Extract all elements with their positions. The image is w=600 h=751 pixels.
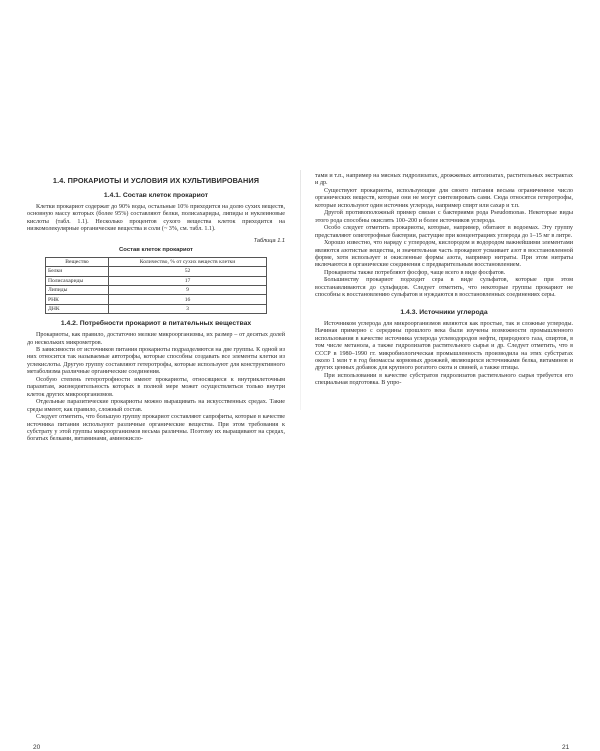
table-row: [46, 295, 267, 304]
paragraph: Источником углерода для микроорганизмов являются как простые, так и сложные углероды. Начиная примерно с середины прошлого века были изучены возможности промышленного использования в качестве источника углерода углеводородов нефти, природного газа, спиртов, в том числе метанола, а также гидролизатов растительного сырья и др. Следует отметить, что в СССР в 1980–1990 гг. микробиологическая промышленность производила на этих субстратах около 1 млн т в год биомассы кормовых дрожжей, являющихся источниками белка, витаминов и других ценных добавок для крупного рогатого скота и свиней, а также птицы.: [315, 320, 573, 372]
table-row: [46, 285, 267, 294]
subsection-title-nutrition: 1.4.2. Потребности прокариот в питательных веществах: [60, 320, 252, 328]
table-row: [46, 276, 267, 285]
table-cell: 16: [109, 295, 267, 304]
subsection-title-composition: 1.4.1. Состав клеток прокариот: [103, 192, 209, 199]
table-title: Состав клеток прокариот: [119, 246, 193, 253]
table-cell: Белки: [46, 267, 109, 276]
table-cell: Липиды: [46, 285, 109, 294]
right-page: [315, 173, 573, 388]
section-title: 1.4. ПРОКАРИОТЫ И УСЛОВИЯ ИХ КУЛЬТИВИРОВАНИЯ: [52, 176, 260, 185]
table-header-row: [46, 257, 267, 266]
table-cell: 3: [109, 304, 267, 313]
paragraph: Хорошо известно, что наряду с углеродом, кислородом и водородом важнейшими элементами являются азотистые вещества, и значительная часть прокариот усваивает азот в восстановленной форме, хотя использует и окисленные формы азота, например нитраты. При этом нитраты включаются в органические соединения с предварительным восстановлением.: [315, 240, 573, 269]
table-cell: 17: [109, 276, 267, 285]
paragraph: Особо следует отметить прокариоты, которые, например, обитают в водоемах. Эту группу представляют олиготрофные бактерии, растущие при концентрациях углерода до 1–15 мг в литре.: [315, 225, 573, 239]
table-row: [46, 267, 267, 276]
paragraph: В зависимости от источников питания прокариоты подразделяются на две группы. К одной из них относится так называемые автотрофы, которые способны создавать все элементы клетки из углекислоты. Другую группу составляют гетеротрофы, которые используют для конструктивного метаболизма различные органические соединения.: [27, 346, 285, 376]
table-cell: Полисахариды: [46, 276, 109, 285]
paragraph: Следует отметить, что большую группу прокариот составляют сапрофиты, которые в качестве источника питания используют различные органические вещества. При этом требования к субстрату у этой группы микроорганизмов весьма различны. Поэтому их выращивают на средах, богатых белками, витаминами, аминокисло-: [27, 414, 285, 443]
subsection-title-carbon: 1.4.3. Источники углерода: [400, 308, 488, 316]
table-cell: 9: [109, 285, 267, 294]
paragraph: Существуют прокариоты, использующие для своего питания весьма ограниченное число органических веществ, которые они не могут синтезировать сами. Сюда относятся гетеротрофы, которые используют один источник углерода, например спирт или сахар и т.п.: [315, 187, 573, 209]
paragraph: Другой противоположный пример связан с бактериями рода Pseudomonas. Некоторые виды этого рода способны окислять 100–200 и более источников углерода.: [315, 210, 573, 224]
table-cell: 52: [109, 267, 267, 276]
composition-table: [45, 257, 267, 314]
table-cell: РНК: [46, 295, 109, 304]
paragraph: При использовании в качестве субстратов гидролизатов растительного сырья требуется его специальная подготовка. В упро-: [315, 372, 573, 387]
paragraph: Отдельные паразитические прокариоты можно выращивать на искусственных средах. Такие среды имеют, как правило, сложный состав.: [27, 399, 285, 413]
page-number-right: 21: [562, 744, 570, 751]
table-number: Таблица 1.1: [253, 237, 285, 244]
table-row: [46, 304, 267, 313]
paragraph: Прокариоты также потребляют фосфор, чаще всего в виде фосфатов.: [324, 269, 506, 276]
table-header-cell: Количество, % от сухих веществ клетки: [109, 257, 267, 266]
table-cell: ДНК: [46, 304, 109, 313]
table-header-cell: Вещество: [46, 257, 109, 266]
left-page: [27, 172, 285, 444]
paragraph: Особую степень гетеротрофности имеют прокариоты, относящиеся к внутриклеточным паразитам, жизнедеятельность которых в полной мере может осуществляться только внутри клеток других микроорганизмов.: [27, 376, 285, 398]
paragraph: Большинству прокариот подходит сера в виде сульфатов, которые при этом восстанавливаются до сульфидов. Следует отметить, что некоторые группы прокариот не способны к восстановлению сульфатов и нуждаются в восстановленных соединениях серы.: [315, 277, 573, 299]
paragraph: Клетки прокариот содержат до 90% воды, остальные 10% приходится на долю сухих веществ, основную массу которых (более 95%) составляют белки, полисахариды, липиды и нуклеиновые кислоты (табл. 1.1). Несколько процентов сухого вещества клеток приходится на низкомолекулярные органические вещества и соли (~ 3%, см. табл. 1.1).: [27, 204, 285, 233]
paragraph: Прокариоты, как правило, достаточно мелкие микроорганизмы, их размер – от десятых долей до нескольких микрометров.: [27, 332, 285, 346]
page-number-left: 20: [33, 744, 41, 751]
paragraph: тами и т.п., например на мясных гидролизатах, дрожжевых автолизатах, растительных экстрактах и др.: [315, 173, 573, 187]
